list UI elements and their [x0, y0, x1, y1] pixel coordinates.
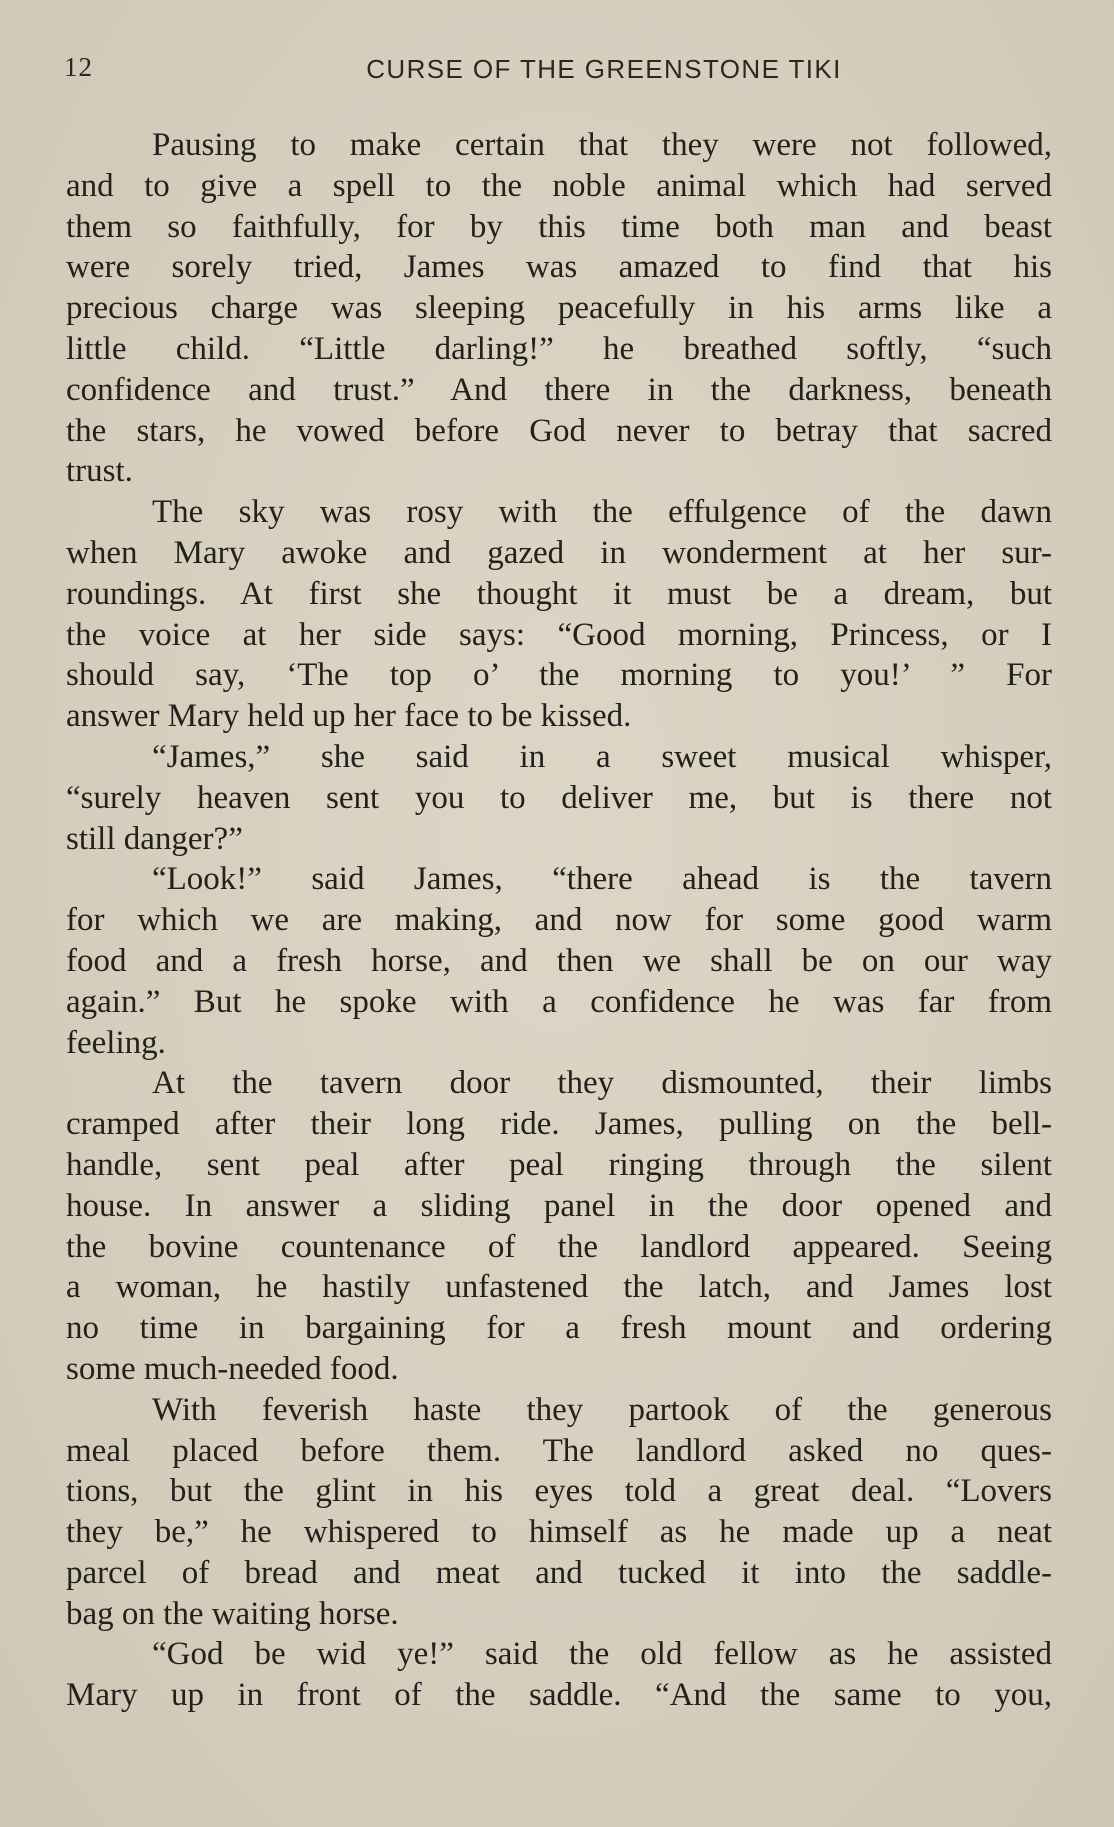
text-line: handle, sent peal after peal ringing through the silent: [66, 1146, 1052, 1183]
text-line: and to give a spell to the noble animal which had served: [66, 167, 1052, 204]
text-line: cramped after their long ride. James, pulling on the bell-: [66, 1106, 1052, 1143]
paragraph: [66, 1390, 1052, 1635]
text-line: them so faithfully, for by this time both man and beast: [66, 208, 1052, 245]
page-number: 12: [64, 52, 93, 82]
text-line: “God be wid ye!” said the old fellow as he assisted: [152, 1636, 1052, 1673]
text-line: At the tavern door they dismounted, their limbs: [152, 1065, 1052, 1102]
text-line: “surely heaven sent you to deliver me, but is there not: [66, 779, 1052, 816]
text-line: The sky was rosy with the effulgence of the dawn: [152, 494, 1052, 531]
text-line: no time in bargaining for a fresh mount and ordering: [66, 1310, 1052, 1347]
text-line: the stars, he vowed before God never to betray that sacred: [66, 412, 1052, 449]
text-line: the bovine countenance of the landlord appeared. Seeing: [66, 1228, 1052, 1265]
paragraph: [66, 1634, 1052, 1716]
text-line: Mary up in front of the saddle. “And the same to you,: [66, 1677, 1052, 1714]
text-line: they be,” he whispered to himself as he made up a neat: [66, 1514, 1052, 1551]
text-line: confidence and trust.” And there in the darkness, beneath: [66, 371, 1052, 408]
text-line: when Mary awoke and gazed in wonderment at her sur-: [66, 534, 1052, 571]
text-line: answer Mary held up her face to be kissed.: [66, 698, 632, 735]
running-title: CURSE OF THE GREENSTONE TIKI: [366, 54, 842, 84]
text-line: again.” But he spoke with a confidence he was far from: [66, 983, 1052, 1020]
text-line: bag on the waiting horse.: [66, 1595, 399, 1632]
running-head: [64, 52, 1054, 92]
text-line: for which we are making, and now for some good warm: [66, 902, 1052, 939]
text-line: food and a fresh horse, and then we shall be on our way: [66, 942, 1052, 979]
text-line: house. In answer a sliding panel in the door opened and: [66, 1187, 1052, 1224]
paragraph: [66, 1063, 1052, 1389]
text-line: tions, but the glint in his eyes told a great deal. “Lovers: [66, 1473, 1052, 1510]
text-line: feeling.: [66, 1024, 166, 1061]
text-line: “Look!” said James, “there ahead is the tavern: [152, 861, 1052, 898]
body-text: [66, 125, 1052, 1716]
text-line: roundings. At first she thought it must be a dream, but: [66, 575, 1052, 612]
text-line: Pausing to make certain that they were not followed,: [152, 127, 1052, 163]
text-line: the voice at her side says: “Good morning, Princess, or I: [66, 616, 1052, 653]
text-line: still danger?”: [66, 820, 243, 857]
text-line: were sorely tried, James was amazed to find that his: [66, 249, 1052, 286]
paragraph: [66, 492, 1052, 737]
paragraph: [66, 737, 1052, 859]
text-line: With feverish haste they partook of the generous: [152, 1391, 1052, 1428]
text-line: trust.: [66, 453, 133, 490]
text-line: parcel of bread and meat and tucked it into the saddle-: [66, 1554, 1052, 1591]
text-line: precious charge was sleeping peacefully in his arms like a: [66, 290, 1052, 327]
text-line: meal placed before them. The landlord asked no ques-: [66, 1432, 1052, 1469]
text-line: little child. “Little darling!” he breathed softly, “such: [66, 330, 1052, 367]
paragraph: [66, 125, 1052, 492]
text-line: “James,” she said in a sweet musical whisper,: [152, 738, 1052, 775]
text-line: should say, ‘The top o’ the morning to you!’ ” For: [66, 657, 1052, 694]
text-line: a woman, he hastily unfastened the latch, and James lost: [66, 1269, 1052, 1306]
text-line: some much-needed food.: [66, 1350, 399, 1387]
paragraph: [66, 859, 1052, 1063]
